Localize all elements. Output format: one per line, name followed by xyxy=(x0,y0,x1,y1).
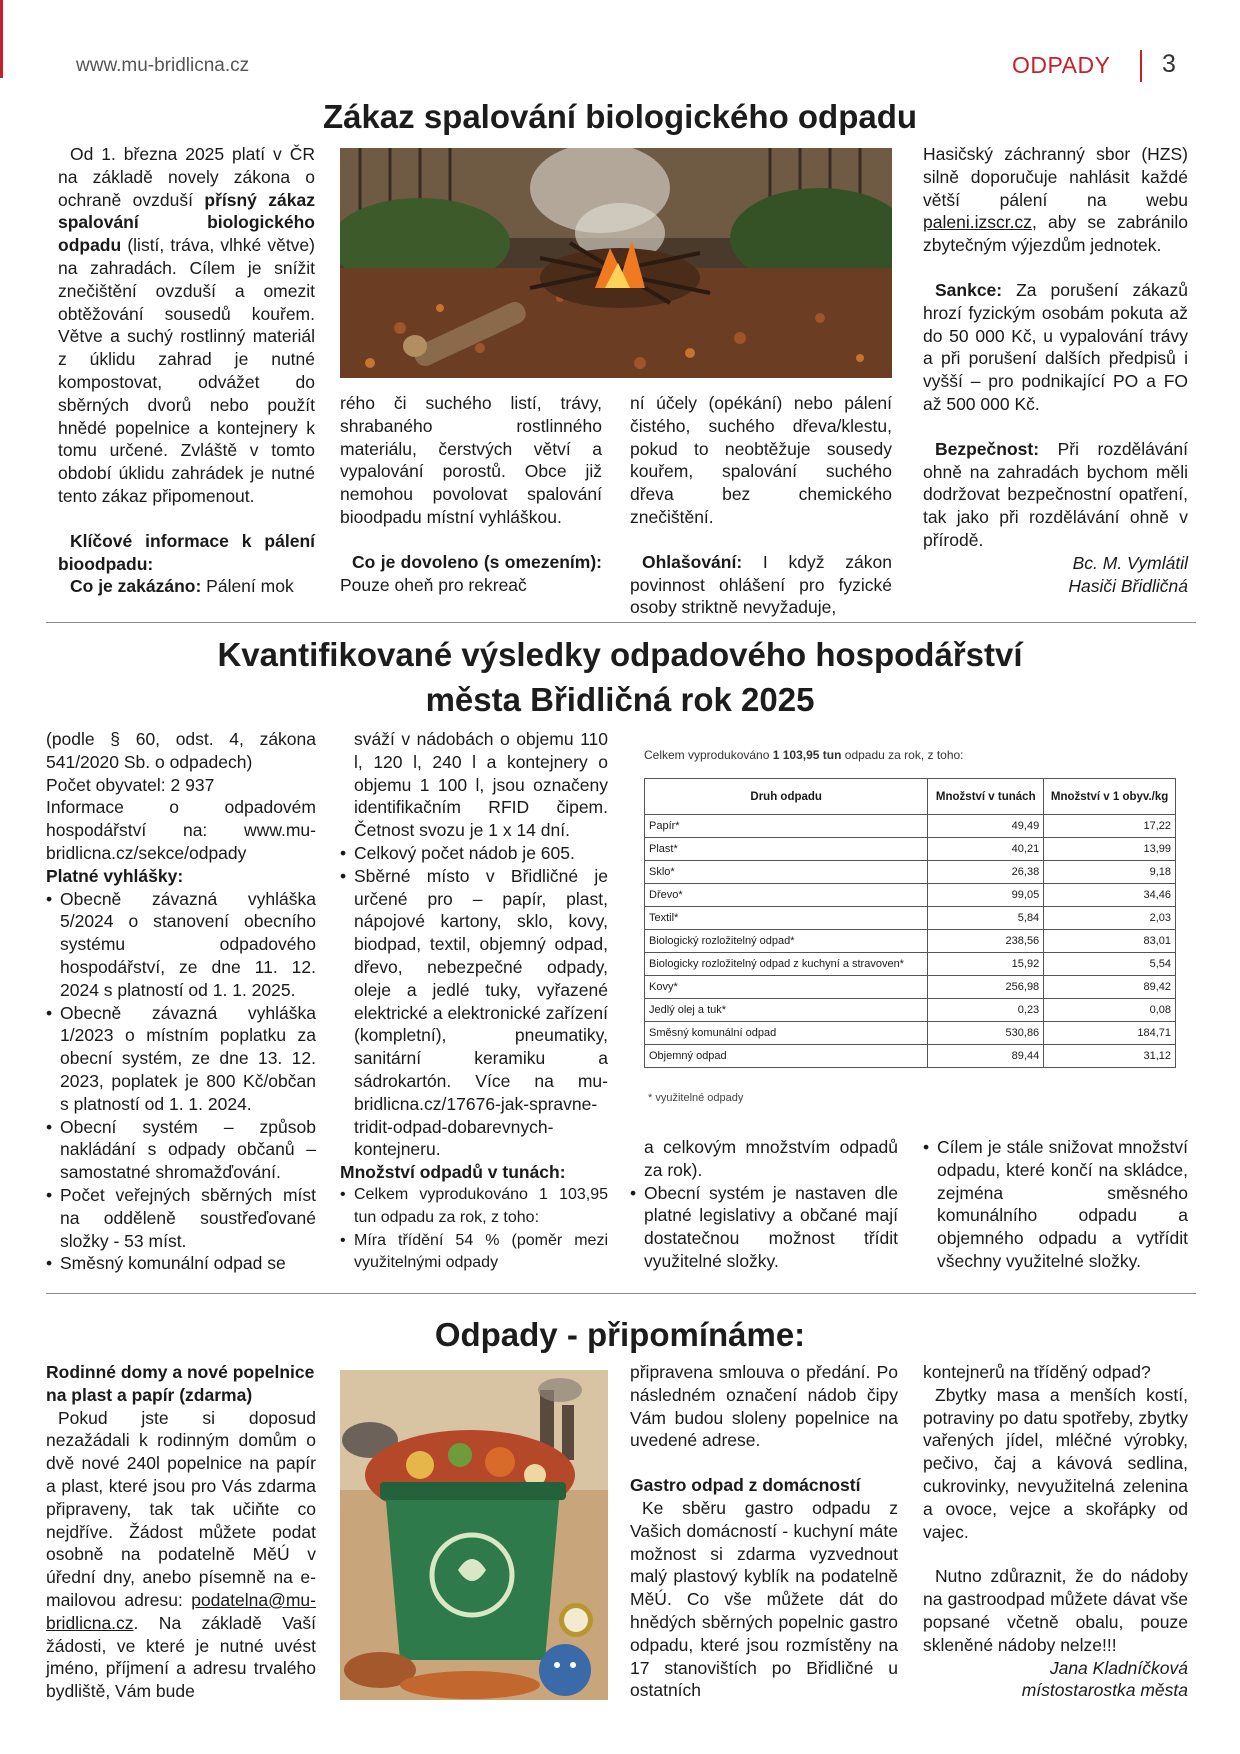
article2-title-line1: Kvantifikované výsledky odpadového hospodářství xyxy=(217,636,1023,673)
table-cell: 5,54 xyxy=(1044,953,1176,976)
table-cell: 15,92 xyxy=(928,953,1044,976)
article2-title-line2: města Břidličná rok 2025 xyxy=(425,681,815,718)
table-cell: Jedlý olej a tuk* xyxy=(645,999,928,1022)
section-label: ODPADY xyxy=(1012,52,1111,78)
table-header: Množství v 1 obyv./kg xyxy=(1044,779,1176,815)
article2-col2: sváží v nádobách o objemu 110 l, 120 l, 240 l a kontejnery o objemu 1 100 l, jsou označeny identifikačním RFID čipem. Četnost svozu je 1 x 14 dní. • Celkový počet nádob je 605. • Sběrné místo v Břidličné je určené pro – papír, plast, nápojové kartony, sklo, kovy, biodpad, textil, objemný odpad, dřevo, nebezpečné odpady, oleje a jedlé tuky, vyřazené elektrické a elektronické zařízení (kompletní), pneumatiky, sanitární keramiku a sádrokartón. Více na mu-bridlicna.cz/17676-jak-spravne-tridit-odpad-dobarevnych-kontejneru. Množství odpadů v tunách: • Celkem vyprodukováno 1 103,95 tun odpadu za rok, z toho: • Míra třídění 54 % (poměr mezi využitelnými odpady xyxy=(340,728,608,1275)
table-row xyxy=(645,953,1176,976)
article1-col2: rého či suchého listí, trávy, shrabaného rostlinného materiálu, čerstvých větví a vypalování porostů. Obce již nemohou povolovat spalování bioodpadu místní vyhláškou. Co je dovoleno (s omezením): Pouze oheň pro rekreač xyxy=(340,393,602,595)
site-url[interactable]: www.mu-bridlicna.cz xyxy=(76,55,250,76)
table-row xyxy=(645,884,1176,907)
key-info-heading: Klíčové informace k pálení bioodpadu: xyxy=(58,530,315,574)
article1-col4: Hasičský záchranný sbor (HZS) silně doporučuje nahlásit každé větší pálení na webu paleni.izscr.cz, aby se zabránilo zbytečným výjezdům jednotek. Sankce: Za porušení zákazů hrozí fyzickým osobám pokuta až do 50 000 Kč, u vypalování trávy a při porušení dalších předpisů i vyšší – pro podnikající PO a FO až 500 000 Kč. Bezpečnost: Při rozdělávání ohně na zahradách bychom měli dodržovat bezpečnostní opatření, tak jako při rozdělávání ohně v přírodě. Bc. M. Vymlátil Hasiči Břidličná xyxy=(923,144,1188,596)
table-cell: Textil* xyxy=(645,907,928,930)
table-row xyxy=(645,815,1176,838)
page-number: 3 xyxy=(1162,50,1176,78)
list-item: • Celkem vyprodukováno 1 103,95 tun odpadu za rok, z toho: xyxy=(340,1184,608,1230)
table-cell: 26,38 xyxy=(928,861,1044,884)
table-cell: Dřevo* xyxy=(645,884,928,907)
table-row xyxy=(645,976,1176,999)
article3-col4: kontejnerů na tříděný odpad? Zbytky masa a menších kostí, potraviny po datu spotřeby, zbytky vařených jídel, mléčné výrobky, pečivo, čaj a kávová sedlina, cukrovinky, nevyužitelná zelenina a ovoce, vejce a skořápky od vajec. Nutno zdůraznit, že do nádoby na gastroodpad můžete dávat vše popsané včetně obalu, pouze skleněné nádoby nelze!!! Jana Kladníčková místostarostka města xyxy=(923,1362,1188,1701)
compost-bin-image xyxy=(340,1370,608,1700)
article2-col4 xyxy=(923,1136,1188,1273)
list-item: • Obecní systém je nastaven dle platné legislativy a občané mají dostatečnou možnost třídit využitelné složky. xyxy=(630,1182,898,1273)
waste-table-footnote: * využitelné odpady xyxy=(648,1092,744,1104)
article3-author: Jana Kladníčková xyxy=(1049,1657,1188,1678)
list-item: • Míra třídění 54 % (poměr mezi využitelnými odpady xyxy=(340,1230,608,1276)
table-row xyxy=(645,930,1176,953)
table-cell: 49,49 xyxy=(928,815,1044,838)
table-cell: 89,42 xyxy=(1044,976,1176,999)
article1-col3: ní účely (opékání) nebo pálení čistého, suchého dřeva/klestu, pokud to neobtěžuje sousedy kouřem, spalování suchého dřeva bez chemického znečištění. Ohlašování: I když zákon povinnost ohlášení pro fyzické osoby striktně nevyžaduje, xyxy=(630,393,892,618)
garden-fire-image xyxy=(340,148,892,378)
table-cell: 530,86 xyxy=(928,1022,1044,1045)
table-cell: Papír* xyxy=(645,815,928,838)
table-header: Množství v tunách xyxy=(928,779,1044,815)
table-cell: 0,23 xyxy=(928,999,1044,1022)
list-item: • Směsný komunální odpad se xyxy=(46,1252,316,1275)
table-header: Druh odpadu xyxy=(645,779,928,815)
article1-org: Hasiči Břidličná xyxy=(1068,575,1188,596)
table-cell: Směsný komunální odpad xyxy=(645,1022,928,1045)
table-cell: Plast* xyxy=(645,838,928,861)
article3-title: Odpady - připomínáme: xyxy=(434,1316,806,1353)
article1-col1: Od 1. března 2025 platí v ČR na základě novely zákona o ochraně ovzduší přísný zákaz spalování biologického odpadu (listí, tráva, vlhké větve) na zahradách. Cílem je snížit znečištění ovzduší a omezit obtěžování sousedů kouřem. Větve a suchý rostlinný materiál z úklidu zahrad je nutné kompostovat, odvážet do sběrných dvorů nebo použít hnědé popelnice a kontejnery k tomu určené. Zvláště v tomto období úklidu zahrádek je nutné tento zákaz připomenout. Klíčové informace k pálení bioodpadu: Co je zakázáno: Pálení mok xyxy=(58,144,315,597)
page-accent-bar xyxy=(0,0,3,78)
table-cell: 34,46 xyxy=(1044,884,1176,907)
paleni-link[interactable]: paleni.izscr.cz xyxy=(923,212,1032,233)
table-cell: 238,56 xyxy=(928,930,1044,953)
table-row xyxy=(645,861,1176,884)
table-cell: 31,12 xyxy=(1044,1045,1176,1068)
waste-table-caption: Celkem vyprodukováno 1 103,95 tun odpadu za rok, z toho: xyxy=(644,748,964,762)
list-item: • Obecní systém – způsob nakládání s odpady občanů – samostatné shromažďování. xyxy=(46,1116,316,1184)
table-cell: 17,22 xyxy=(1044,815,1176,838)
table-cell: 99,05 xyxy=(928,884,1044,907)
table-cell: 89,44 xyxy=(928,1045,1044,1068)
table-row xyxy=(645,838,1176,861)
article1-author: Bc. M. Vymlátil xyxy=(1072,552,1188,573)
table-cell: 0,08 xyxy=(1044,999,1176,1022)
section-rule-2 xyxy=(46,1293,1196,1294)
table-cell: 83,01 xyxy=(1044,930,1176,953)
table-cell: 13,99 xyxy=(1044,838,1176,861)
table-cell: 5,84 xyxy=(928,907,1044,930)
table-cell: 184,71 xyxy=(1044,1022,1176,1045)
article3-col1: Rodinné domy a nové popelnice na plast a papír (zdarma) Pokud jste si doposud nezažádali k rodinným domům o dvě nové 240l popelnice na papír a plast, které jsou pro Vás zdarma připraveny, tak tak učiňte co nejdříve. Žádost můžete podat osobně na podatelně MěÚ v úřední dny, anebo písemně na e-mailovou adresu: podatelna@mu-bridlicna.cz. Na základě Vaší žádosti, ve které je nutné uvést jméno, příjmení a adresu trvalého bydliště, Vám bude xyxy=(46,1362,316,1702)
article1-title: Zákaz spalování biologického odpadu xyxy=(322,98,918,135)
email-link[interactable]: podatelna@mu-bridlicna.cz xyxy=(46,1589,316,1633)
list-item: • Obecně závazná vyhláška 5/2024 o stanovení obecního systému odpadového hospodářství, ze dne 11. 12. 2024 s platností od 1. 1. 2025. xyxy=(46,888,316,1002)
table-cell: 2,03 xyxy=(1044,907,1176,930)
table-row xyxy=(645,907,1176,930)
table-row xyxy=(645,999,1176,1022)
table-cell: 9,18 xyxy=(1044,861,1176,884)
list-item: • Cílem je stále snižovat množství odpadu, které končí na skládce, zejména směsného komunálního odpadu a objemného odpadu a vytřídit všechny využitelné složky. xyxy=(923,1136,1188,1273)
waste-table xyxy=(644,778,1176,1068)
table-cell: 40,21 xyxy=(928,838,1044,861)
table-cell: Objemný odpad xyxy=(645,1045,928,1068)
article3-col3: připravena smlouva o předání. Po následném označení nádob čipy Vám budou sloleny popelnice na uvedené adrese. Gastro odpad z domácností Ke sběru gastro odpadu z Vašich domácností - kuchyní máte možnost si zdarma vyzvednout malý plastový kyblík na podatelně MěÚ. Co vše můžete dát do hnědých sběrných popelnic gastro odpadu, které jsou rozmístěny na 17 stanovištích po Břidličné u ostatních xyxy=(630,1362,898,1701)
article2-col1: (podle § 60, odst. 4, zákona 541/2020 Sb. o odpadech) Počet obyvatel: 2 937 Informace o odpadovém hospodářství na: www.mu-bridlicna.cz/sekce/odpady Platné vyhlášky: • Obecně závazná vyhláška 5/2024 o stanovení obecního systému odpadového hospodářství, ze dne 11. 12. 2024 s platností od 1. 1. 2025. • Obecně závazná vyhláška 1/2023 o místním poplatku za obecní systém, ze dne 13. 12. 2023, poplatek je 800 Kč/občan s platností od 1. 1. 2024. • Obecní systém – způsob nakládání s odpady občanů – samostatné shromažďování. • Počet veřejných sběrných míst na odděleně soustřeďované složky - 53 míst. • Směsný komunální odpad se xyxy=(46,728,316,1275)
list-item: • Celkový počet nádob je 605. xyxy=(340,842,608,865)
list-item: • Sběrné místo v Břidličné je určené pro – papír, plast, nápojové kartony, sklo, kovy, biodpad, textil, objemný odpad, dřevo, nebezpečné odpady, oleje a jedlé tuky, vyřazené elektrické a elektronické zařízení (kompletní), pneumatiky, sanitární keramiku a sádrokartón. Více na mu-bridlicna.cz/17676-jak-spravne-tridit-odpad-dobarevnych-kontejneru. xyxy=(340,865,608,1161)
section-rule-1 xyxy=(46,622,1196,623)
table-cell: Biologický rozložitelný odpad* xyxy=(645,930,928,953)
article3-role: místostarostka města xyxy=(1021,1680,1188,1701)
table-cell: Biologicky rozložitelný odpad z kuchyní a stravoven* xyxy=(645,953,928,976)
table-cell: 256,98 xyxy=(928,976,1044,999)
table-row xyxy=(645,1022,1176,1045)
article2-col3: a celkovým množstvím odpadů za rok). • Obecní systém je nastaven dle platné legislativy a občané mají dostatečnou možnost třídit využitelné složky. xyxy=(630,1136,898,1273)
list-item: • Počet veřejných sběrných míst na odděleně soustřeďované složky - 53 míst. xyxy=(46,1184,316,1252)
table-cell: Sklo* xyxy=(645,861,928,884)
table-cell: Kovy* xyxy=(645,976,928,999)
header-divider xyxy=(1140,50,1142,82)
list-item: • Obecně závazná vyhláška 1/2023 o místním poplatku za obecní systém, ze dne 13. 12. 2023, poplatek je 800 Kč/občan s platností od 1. 1. 2024. xyxy=(46,1002,316,1116)
table-row xyxy=(645,1045,1176,1068)
